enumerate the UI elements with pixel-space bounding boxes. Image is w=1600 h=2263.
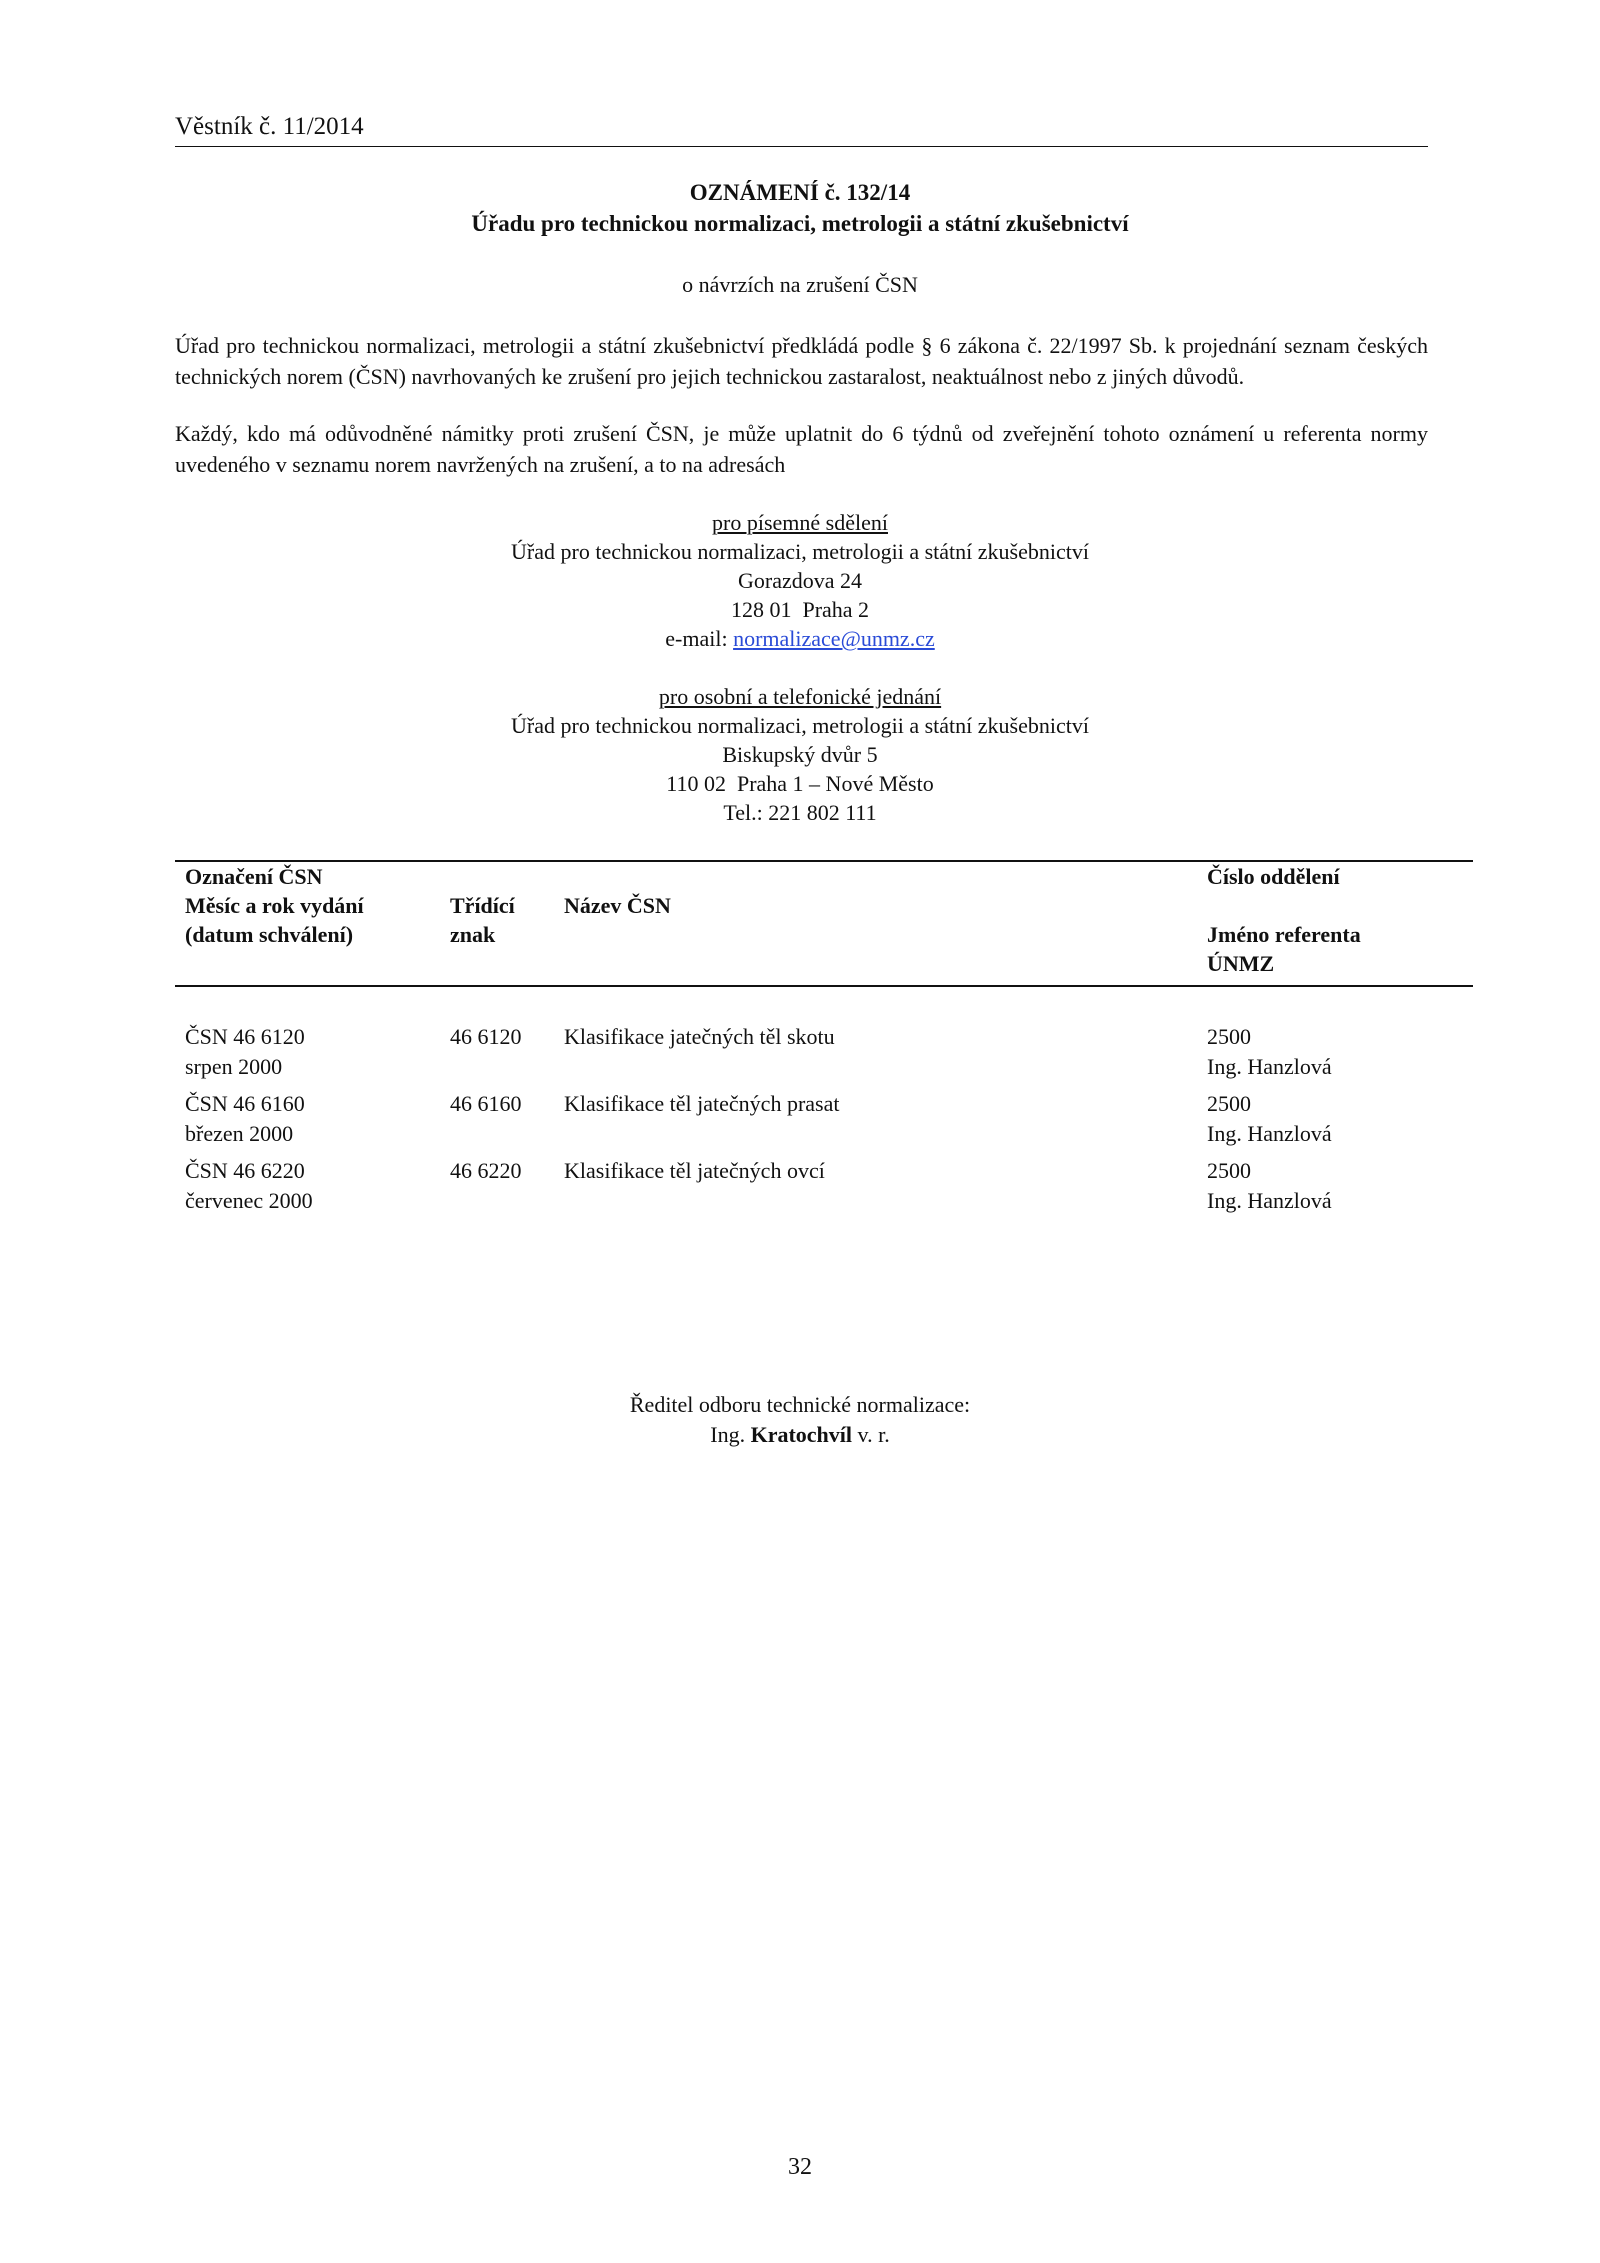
personal-contact-org: Úřad pro technickou normalizaci, metrologii a státní zkušebnictví xyxy=(511,713,1089,738)
table-row xyxy=(185,1022,305,1082)
row-date: červenec 2000 xyxy=(185,1188,313,1213)
row-dept: 2500 xyxy=(1207,1158,1251,1183)
bulletin-title: Věstník č. 11/2014 xyxy=(175,113,364,140)
personal-contact-phone: Tel.: 221 802 111 xyxy=(723,800,877,825)
signature-block xyxy=(0,1390,1600,1450)
written-contact-street: Gorazdova 24 xyxy=(737,568,862,593)
row-referent: Ing. Hanzlová xyxy=(1207,1121,1332,1146)
signature-name: Kratochvíl xyxy=(750,1422,853,1447)
header-code-label-2: znak xyxy=(450,922,496,947)
table-header-department xyxy=(1207,862,1361,978)
table-header-designation xyxy=(185,862,364,949)
signature-prefix: Ing. xyxy=(710,1422,751,1447)
row-date: březen 2000 xyxy=(185,1121,294,1146)
objections-paragraph: Každý, kdo má odůvodněné námitky proti zrušení ČSN, je může uplatnit do 6 týdnů od zveřejnění tohoto oznámení u referenta normy uvedeného v seznamu norem navržených na zrušení, a to na adresách xyxy=(175,421,1428,477)
row-dept: 2500 xyxy=(1207,1091,1251,1116)
written-contact-heading: pro písemné sdělení xyxy=(712,510,888,535)
row-referent: Ing. Hanzlová xyxy=(1207,1054,1332,1079)
row-dept: 2500 xyxy=(1207,1024,1251,1049)
row-name: Klasifikace jatečných těl skotu xyxy=(564,1024,835,1049)
header-issue-date-label: Měsíc a rok vydání xyxy=(185,893,364,918)
signature-title: Ředitel odboru technické normalizace: xyxy=(629,1392,971,1417)
header-designation-label: Označení ČSN xyxy=(185,864,323,889)
signature-suffix: v. r. xyxy=(852,1422,890,1447)
row-department xyxy=(1207,1089,1332,1149)
table-row xyxy=(185,1089,305,1149)
header-office-label: ÚNMZ xyxy=(1207,951,1275,976)
row-code: 46 6120 xyxy=(450,1024,522,1049)
personal-contact-block xyxy=(0,682,1600,827)
table-row xyxy=(185,1156,313,1216)
row-name: Klasifikace těl jatečných prasat xyxy=(564,1091,840,1116)
row-department xyxy=(1207,1156,1332,1216)
row-date: srpen 2000 xyxy=(185,1054,283,1079)
table-bottom-rule xyxy=(175,985,1473,987)
personal-contact-street: Biskupský dvůr 5 xyxy=(722,742,878,767)
written-contact-email-line xyxy=(0,624,1600,653)
row-code: 46 6220 xyxy=(450,1158,522,1183)
row-code: 46 6160 xyxy=(450,1091,522,1116)
row-name: Klasifikace těl jatečných ovcí xyxy=(564,1158,825,1183)
row-department xyxy=(1207,1022,1332,1082)
announcement-subject: o návrzích na zrušení ČSN xyxy=(682,272,918,297)
row-designation: ČSN 46 6160 xyxy=(185,1091,305,1116)
announcement-number: OZNÁMENÍ č. 132/14 xyxy=(689,180,911,205)
header-approval-date-label: (datum schválení) xyxy=(185,922,354,947)
personal-contact-heading: pro osobní a telefonické jednání xyxy=(658,684,942,709)
written-contact-city: 128 01 Praha 2 xyxy=(730,597,870,622)
email-label: e-mail: xyxy=(665,626,734,651)
table-header-name: Název ČSN xyxy=(564,893,671,918)
intro-paragraph: Úřad pro technickou normalizaci, metrologii a státní zkušebnictví předkládá podle § 6 zákona č. 22/1997 Sb. k projednání seznam českých technických norem (ČSN) navrhovaných ke zrušení pro jejich technickou zastaralost, neaktuálnost nebo z jiných důvodů. xyxy=(175,333,1428,389)
header-code-label-1: Třídící xyxy=(450,893,515,918)
row-designation: ČSN 46 6220 xyxy=(185,1158,305,1183)
personal-contact-city: 110 02 Praha 1 – Nové Město xyxy=(666,771,934,796)
signature-line xyxy=(0,1420,1600,1450)
row-referent: Ing. Hanzlová xyxy=(1207,1188,1332,1213)
header-referent-label: Jméno referenta xyxy=(1207,922,1361,947)
email-link[interactable]: normalizace@unmz.cz xyxy=(733,626,935,651)
written-contact-org: Úřad pro technickou normalizaci, metrologii a státní zkušebnictví xyxy=(511,539,1089,564)
row-designation: ČSN 46 6120 xyxy=(185,1024,305,1049)
announcement-authority: Úřadu pro technickou normalizaci, metrologii a státní zkušebnictví xyxy=(471,211,1129,236)
written-contact-block xyxy=(0,508,1600,653)
page-number: 32 xyxy=(788,2154,812,2180)
table-header-code xyxy=(450,891,515,949)
header-divider xyxy=(175,146,1428,147)
header-department-label: Číslo oddělení xyxy=(1207,864,1340,889)
